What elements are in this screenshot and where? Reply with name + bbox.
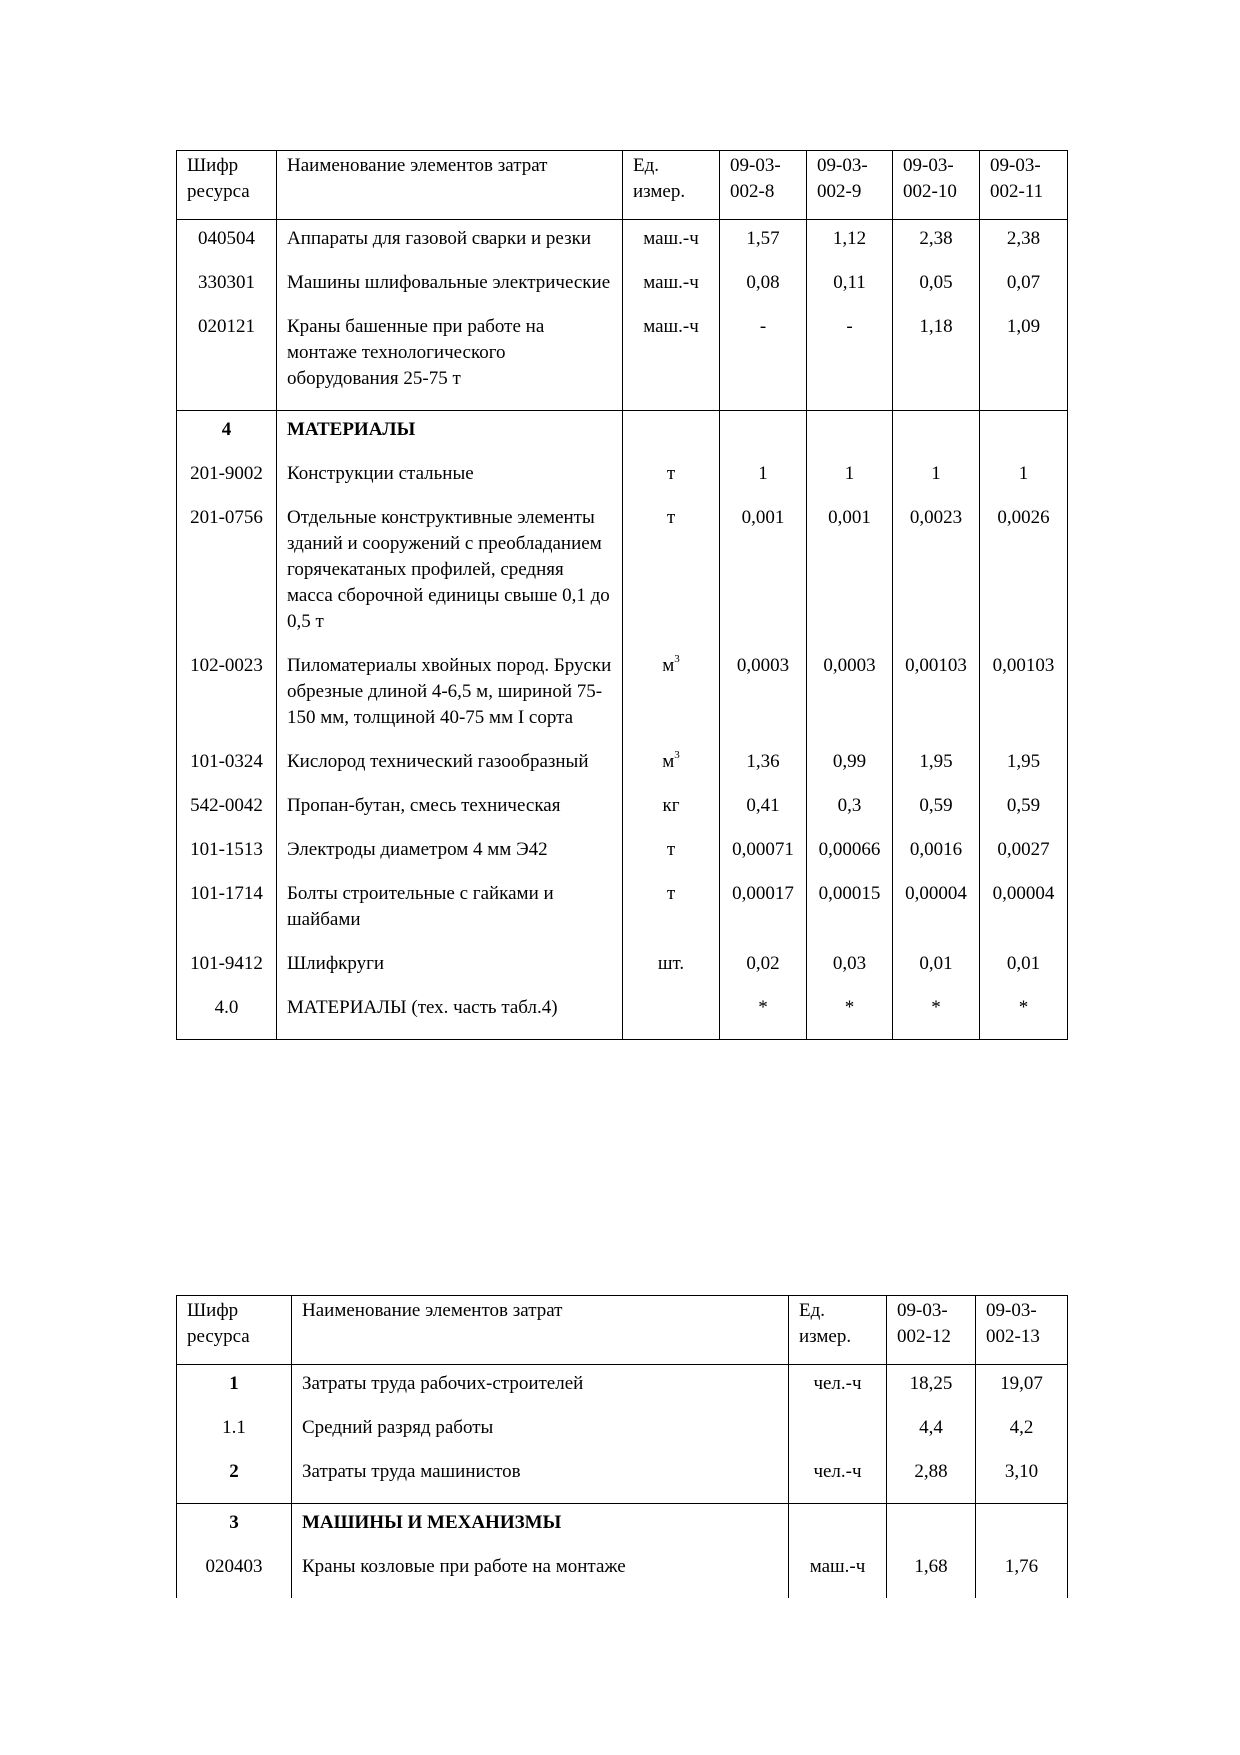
header-code: Шифр ресурса bbox=[177, 151, 277, 220]
value-cell-3: 0,05 bbox=[893, 270, 980, 314]
resource-code-cell: 040504 bbox=[177, 220, 277, 271]
resource-code-cell: 1.1 bbox=[177, 1415, 292, 1459]
value-cell-1: 1,68 bbox=[887, 1554, 976, 1598]
unit-cell: маш.-ч bbox=[623, 314, 720, 411]
resource-name-cell: Аппараты для газовой сварки и резки bbox=[277, 220, 623, 271]
value-cell-1: 2,88 bbox=[887, 1459, 976, 1504]
unit-cell: шт. bbox=[623, 951, 720, 995]
table-row bbox=[177, 881, 1068, 951]
value-cell-2: 0,00066 bbox=[807, 837, 893, 881]
value-cell-3: * bbox=[893, 995, 980, 1040]
value-cell-3: 2,38 bbox=[893, 220, 980, 271]
table-row bbox=[177, 995, 1068, 1040]
header-col-4: 09-03-002-11 bbox=[980, 151, 1068, 220]
value-cell-2: 0,03 bbox=[807, 951, 893, 995]
table-row bbox=[177, 1459, 1068, 1504]
resource-name-cell: Краны башенные при работе на монтаже технологического оборудования 25-75 т bbox=[277, 314, 623, 411]
unit-cell: т bbox=[623, 505, 720, 653]
value-cell-4: 1 bbox=[980, 461, 1068, 505]
resource-code-cell: 101-1714 bbox=[177, 881, 277, 951]
table-row bbox=[177, 793, 1068, 837]
value-cell-2: 1,12 bbox=[807, 220, 893, 271]
empty-cell bbox=[789, 1504, 887, 1555]
table-row bbox=[177, 220, 1068, 271]
value-cell-1: 0,0003 bbox=[720, 653, 807, 749]
resource-code-cell: 020121 bbox=[177, 314, 277, 411]
value-cell-2: 0,99 bbox=[807, 749, 893, 793]
resource-code-cell: 2 bbox=[177, 1459, 292, 1504]
unit-cell: маш.-ч bbox=[623, 270, 720, 314]
header-name: Наименование элементов затрат bbox=[292, 1296, 789, 1365]
table-row bbox=[177, 1365, 1068, 1416]
resource-code-cell: 330301 bbox=[177, 270, 277, 314]
value-cell-3: 1,95 bbox=[893, 749, 980, 793]
value-cell-4: 0,07 bbox=[980, 270, 1068, 314]
unit-cell: чел.-ч bbox=[789, 1365, 887, 1416]
resource-name-cell: Затраты труда машинистов bbox=[292, 1459, 789, 1504]
resource-name-cell: Пиломатериалы хвойных пород. Бруски обрезные длиной 4-6,5 м, шириной 75-150 мм, толщиной 40-75 мм I сорта bbox=[277, 653, 623, 749]
resource-table-1 bbox=[176, 150, 1068, 1040]
unit-cell: кг bbox=[623, 793, 720, 837]
table-row bbox=[177, 1554, 1068, 1598]
table-row bbox=[177, 653, 1068, 749]
unit-superscript: 3 bbox=[674, 748, 680, 761]
unit-cell: $м^3$ bbox=[623, 749, 720, 793]
unit-superscript: 3 bbox=[674, 652, 680, 665]
section-code-cell: 4 bbox=[177, 411, 277, 462]
resource-name-cell: Электроды диаметром 4 мм Э42 bbox=[277, 837, 623, 881]
resource-code-cell: 101-9412 bbox=[177, 951, 277, 995]
resource-code-cell: 201-0756 bbox=[177, 505, 277, 653]
value-cell-2: 1 bbox=[807, 461, 893, 505]
header-col-1: 09-03-002-8 bbox=[720, 151, 807, 220]
header-col-1: 09-03-002-12 bbox=[887, 1296, 976, 1365]
table-row bbox=[177, 505, 1068, 653]
value-cell-4: 1,95 bbox=[980, 749, 1068, 793]
resource-name-cell: Машины шлифовальные электрические bbox=[277, 270, 623, 314]
unit-cell: маш.-ч bbox=[623, 220, 720, 271]
table-header-row bbox=[177, 151, 1068, 220]
value-cell-2: 4,2 bbox=[976, 1415, 1068, 1459]
resource-code-cell: 4.0 bbox=[177, 995, 277, 1040]
resource-name-cell: Болты строительные с гайками и шайбами bbox=[277, 881, 623, 951]
resource-code-cell: 201-9002 bbox=[177, 461, 277, 505]
empty-cell bbox=[887, 1504, 976, 1555]
unit-cell: маш.-ч bbox=[789, 1554, 887, 1598]
empty-cell bbox=[720, 411, 807, 462]
value-cell-2: 0,001 bbox=[807, 505, 893, 653]
value-cell-1: 18,25 bbox=[887, 1365, 976, 1416]
resource-code-cell: 102-0023 bbox=[177, 653, 277, 749]
table-row bbox=[177, 951, 1068, 995]
value-cell-3: 1 bbox=[893, 461, 980, 505]
value-cell-1: 1,36 bbox=[720, 749, 807, 793]
value-cell-4: 0,0027 bbox=[980, 837, 1068, 881]
resource-code-cell: 020403 bbox=[177, 1554, 292, 1598]
header-unit: Ед. измер. bbox=[789, 1296, 887, 1365]
value-cell-3: 1,18 bbox=[893, 314, 980, 411]
header-code: Шифр ресурса bbox=[177, 1296, 292, 1365]
resource-code-cell: 542-0042 bbox=[177, 793, 277, 837]
value-cell-2: 0,11 bbox=[807, 270, 893, 314]
section-title-cell: МАШИНЫ И МЕХАНИЗМЫ bbox=[292, 1504, 789, 1555]
value-cell-1: 0,02 bbox=[720, 951, 807, 995]
resource-name-cell: Краны козловые при работе на монтаже bbox=[292, 1554, 789, 1598]
value-cell-1: 1,57 bbox=[720, 220, 807, 271]
resource-code-cell: 101-0324 bbox=[177, 749, 277, 793]
value-cell-4: 2,38 bbox=[980, 220, 1068, 271]
section-code-cell: 3 bbox=[177, 1504, 292, 1555]
value-cell-3: 0,59 bbox=[893, 793, 980, 837]
value-cell-4: * bbox=[980, 995, 1068, 1040]
value-cell-2: 1,76 bbox=[976, 1554, 1068, 1598]
header-name: Наименование элементов затрат bbox=[277, 151, 623, 220]
header-col-2: 09-03-002-9 bbox=[807, 151, 893, 220]
value-cell-1: - bbox=[720, 314, 807, 411]
value-cell-1: 0,00071 bbox=[720, 837, 807, 881]
table-row bbox=[177, 270, 1068, 314]
value-cell-3: 0,0016 bbox=[893, 837, 980, 881]
resource-name-cell: Шлифкруги bbox=[277, 951, 623, 995]
table-row bbox=[177, 749, 1068, 793]
value-cell-1: * bbox=[720, 995, 807, 1040]
unit-cell: т bbox=[623, 837, 720, 881]
table-header-row bbox=[177, 1296, 1068, 1365]
resource-code-cell: 101-1513 bbox=[177, 837, 277, 881]
header-unit: Ед. измер. bbox=[623, 151, 720, 220]
unit-cell: т bbox=[623, 461, 720, 505]
empty-cell bbox=[976, 1504, 1068, 1555]
section-header-row bbox=[177, 411, 1068, 462]
header-col-3: 09-03-002-10 bbox=[893, 151, 980, 220]
table-row bbox=[177, 837, 1068, 881]
value-cell-4: 0,00004 bbox=[980, 881, 1068, 951]
value-cell-2: 3,10 bbox=[976, 1459, 1068, 1504]
value-cell-3: 0,0023 bbox=[893, 505, 980, 653]
resource-table-2 bbox=[176, 1295, 1068, 1598]
resource-name-cell: Затраты труда рабочих-строителей bbox=[292, 1365, 789, 1416]
value-cell-4: 0,0026 bbox=[980, 505, 1068, 653]
empty-cell bbox=[980, 411, 1068, 462]
resource-name-cell: Кислород технический газообразный bbox=[277, 749, 623, 793]
table-row bbox=[177, 1415, 1068, 1459]
value-cell-2: * bbox=[807, 995, 893, 1040]
unit-cell bbox=[789, 1415, 887, 1459]
value-cell-4: 0,00103 bbox=[980, 653, 1068, 749]
value-cell-1: 4,4 bbox=[887, 1415, 976, 1459]
value-cell-3: 0,00103 bbox=[893, 653, 980, 749]
unit-cell: $м^3$ bbox=[623, 653, 720, 749]
resource-name-cell: Конструкции стальные bbox=[277, 461, 623, 505]
empty-cell bbox=[623, 411, 720, 462]
value-cell-2: 19,07 bbox=[976, 1365, 1068, 1416]
value-cell-3: 0,00004 bbox=[893, 881, 980, 951]
value-cell-1: 0,00017 bbox=[720, 881, 807, 951]
value-cell-4: 0,01 bbox=[980, 951, 1068, 995]
unit-cell: т bbox=[623, 881, 720, 951]
section-header-row bbox=[177, 1504, 1068, 1555]
value-cell-2: 0,3 bbox=[807, 793, 893, 837]
header-col-2: 09-03-002-13 bbox=[976, 1296, 1068, 1365]
table-row bbox=[177, 461, 1068, 505]
unit-cell bbox=[623, 995, 720, 1040]
empty-cell bbox=[807, 411, 893, 462]
resource-name-cell: Отдельные конструктивные элементы зданий и сооружений с преобладанием горячекатаных профилей, средняя масса сборочной единицы свыше 0,1 до 0,5 т bbox=[277, 505, 623, 653]
unit-cell: чел.-ч bbox=[789, 1459, 887, 1504]
value-cell-4: 0,59 bbox=[980, 793, 1068, 837]
table-row bbox=[177, 314, 1068, 411]
value-cell-1: 0,001 bbox=[720, 505, 807, 653]
value-cell-2: 0,0003 bbox=[807, 653, 893, 749]
resource-code-cell: 1 bbox=[177, 1365, 292, 1416]
value-cell-2: 0,00015 bbox=[807, 881, 893, 951]
value-cell-4: 1,09 bbox=[980, 314, 1068, 411]
value-cell-3: 0,01 bbox=[893, 951, 980, 995]
value-cell-1: 0,08 bbox=[720, 270, 807, 314]
empty-cell bbox=[893, 411, 980, 462]
value-cell-1: 0,41 bbox=[720, 793, 807, 837]
section-title-cell: МАТЕРИАЛЫ bbox=[277, 411, 623, 462]
resource-name-cell: Средний разряд работы bbox=[292, 1415, 789, 1459]
value-cell-2: - bbox=[807, 314, 893, 411]
resource-name-cell: МАТЕРИАЛЫ (тех. часть табл.4) bbox=[277, 995, 623, 1040]
value-cell-1: 1 bbox=[720, 461, 807, 505]
resource-name-cell: Пропан-бутан, смесь техническая bbox=[277, 793, 623, 837]
